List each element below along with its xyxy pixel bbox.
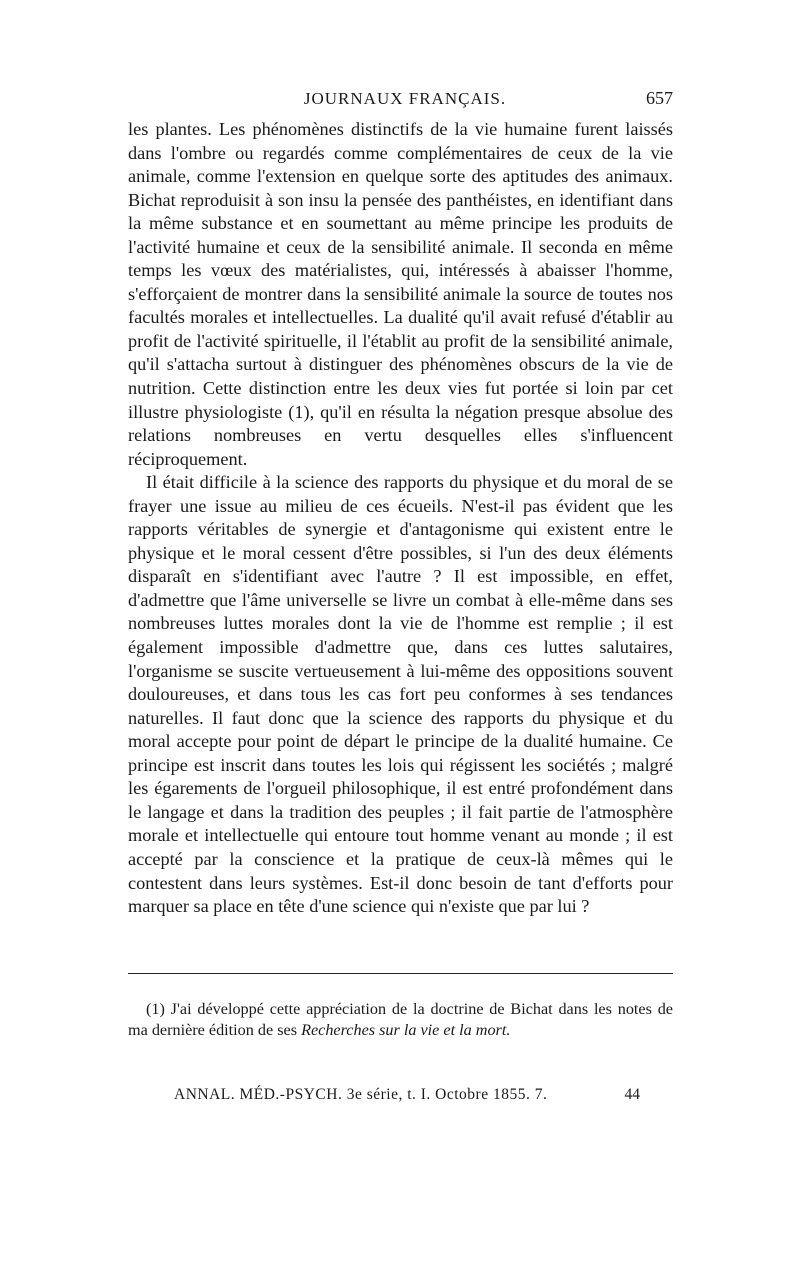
paragraph-2: Il était difficile à la science des rapports du physique et du moral de se frayer une issue au milieu de ces écueils. N'est-il pas évident que les rapports véritables de synergie et d'antagonisme qui existent entre le physique et le moral cessent d'être possibles, si l'un des deux éléments disparaît en s'identifiant avec l'autre ? Il est impossible, en effet, d'admettre que l'âme universelle se livre un combat à elle-même dans ses nombreuses luttes morales dont la vie de l'homme est remplie ; il est également impossible d'admettre que, dans ces luttes salutaires, l'organisme se suscite vertueusement à lui-même des oppositions souvent douloureuses, et dans tous les cas fort peu conformes à ses tendances naturelles. Il faut donc que la science des rapports du physique et du moral accepte pour point de départ le principe de la dualité humaine. Ce principe est inscrit dans toutes les lois qui régissent les sociétés ; malgré les égarements de l'orgueil philosophique, il est entré profondément dans le langage et dans la tradition des peuples ; il fait partie de l'atmosphère morale et intellectuelle qui entoure tout homme venant au monde ; il est accepté par la conscience et la pratique de ceux-là mêmes qui le contestent dans leurs systèmes. Est-il donc besoin de tant d'efforts pour marquer sa place en tête d'une science qui n'existe que par lui ? <box>128 472 673 917</box>
paragraph-1: les plantes. Les phénomènes distinctifs de la vie humaine furent laissés dans l'ombre ou regardés comme complémentaires de ceux de la vie animale, comme l'extension en quelque sorte des aptitudes des animaux. Bichat reproduisit à son insu la pensée des panthéistes, en identifiant dans la même substance et en soumettant au même principe les produits de l'activité humaine et ceux de la sensibilité animale. Il seconda en même temps les vœux des matérialistes, qui, intéressés à abaisser l'homme, s'efforçaient de montrer dans la sensibilité animale la source de toutes nos facultés morales et intellectuelles. La dualité qu'il avait refusé d'établir au profit de l'activité spirituelle, il l'établit au profit de la sensibilité animale, qu'il s'attacha surtout à distinguer des phénomènes obscurs de la vie de nutrition. Cette distinction entre les deux vies fut portée si loin par cet illustre physiologiste (1), qu'il en résulta la négation presque absolue des relations nombreuses en vertu desquelles elles s'influencent réciproquement. <box>128 119 673 469</box>
signature-number: 44 <box>624 1086 640 1103</box>
printer-signature <box>174 1086 640 1104</box>
footnote-text: (1) J'ai développé cette appréciation de la doctrine de Bichat dans les notes de ma dernière édition de ses <box>128 999 673 1039</box>
page-number: 657 <box>646 88 673 108</box>
page <box>128 88 673 1041</box>
body-text <box>128 118 673 919</box>
footnote-italic-title: Recherches sur la vie et la mort. <box>301 1020 511 1039</box>
running-header <box>128 88 673 116</box>
running-title: JOURNAUX FRANÇAIS. <box>303 89 507 108</box>
footnote-divider <box>128 973 673 974</box>
footnote <box>128 999 673 1041</box>
signature-citation: ANNAL. MÉD.-PSYCH. 3e série, t. I. Octobre 1855. 7. <box>174 1086 548 1103</box>
